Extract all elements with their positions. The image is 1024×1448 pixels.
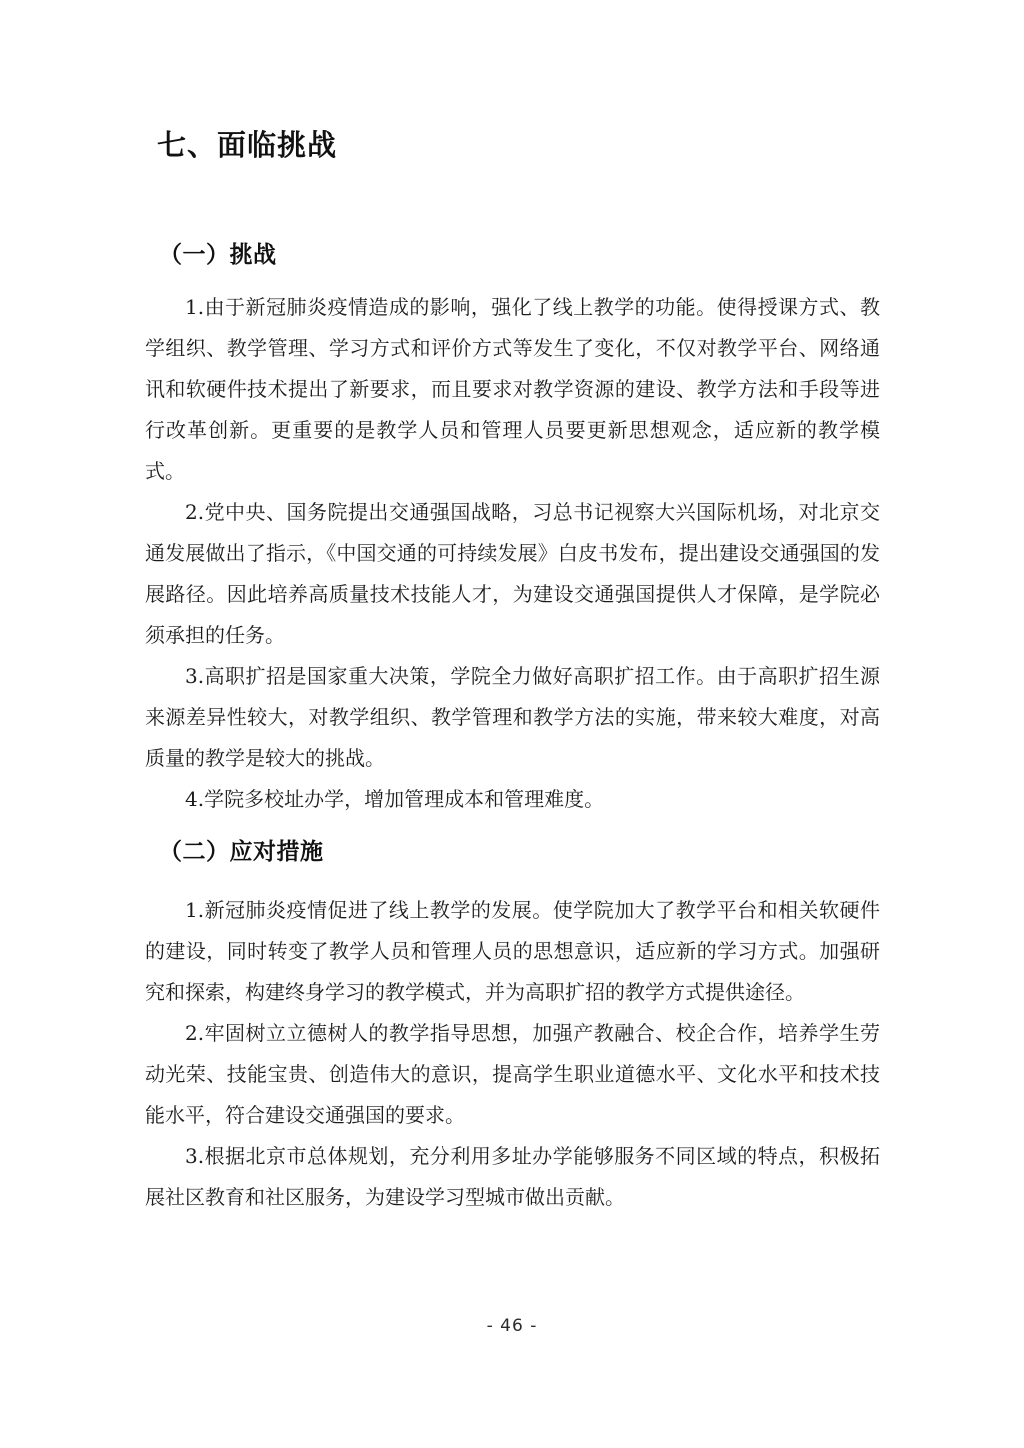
paragraph-measure-2: 2.牢固树立立德树人的教学指导思想，加强产教融合、校企合作，培养学生劳动光荣、技能宝贵、创造伟大的意识，提高学生职业道德水平、文化水平和技术技能水平，符合建设交通强国的要求。 xyxy=(145,1021,880,1127)
paragraph-measure-3: 3.根据北京市总体规划，充分利用多址办学能够服务不同区域的特点，积极拓展社区教育和社区服务，为建设学习型城市做出贡献。 xyxy=(145,1144,880,1209)
section-heading-countermeasures: （二）应对措施 xyxy=(159,838,324,864)
paragraph-challenge-1: 1.由于新冠肺炎疫情造成的影响，强化了线上教学的功能。使得授课方式、教学组织、教学管理、学习方式和评价方式等发生了变化，不仅对教学平台、网络通讯和软硬件技术提出了新要求，而且要求对教学资源的建设、教学方法和手段等进行改革创新。更重要的是教学人员和管理人员要更新思想观念，适应新的教学模式。 xyxy=(145,295,880,483)
page-title: 七、面临挑战 xyxy=(157,130,338,162)
paragraph-challenge-4: 4.学院多校址办学，增加管理成本和管理难度。 xyxy=(185,787,605,811)
section-countermeasures xyxy=(145,840,880,1218)
section-challenges xyxy=(145,243,880,820)
section-heading-challenges: （一）挑战 xyxy=(159,241,277,267)
paragraph-challenge-2: 2.党中央、国务院提出交通强国战略，习总书记视察大兴国际机场，对北京交通发展做出了指示，《中国交通的可持续发展》白皮书发布，提出建设交通强国的发展路径。因此培养高质量技术技能人才，为建设交通强国提供人才保障，是学院必须承担的任务。 xyxy=(145,500,880,647)
paragraph-measure-1: 1.新冠肺炎疫情促进了线上教学的发展。使学院加大了教学平台和相关软硬件的建设，同时转变了教学人员和管理人员的思想意识，适应新的学习方式。加强研究和探索，构建终身学习的教学模式，并为高职扩招的教学方式提供途径。 xyxy=(145,898,880,1004)
page-number: - 46 - xyxy=(486,1316,538,1336)
paragraph-challenge-3: 3.高职扩招是国家重大决策，学院全力做好高职扩招工作。由于高职扩招生源来源差异性较大，对教学组织、教学管理和教学方法的实施，带来较大难度，对高质量的教学是较大的挑战。 xyxy=(145,664,880,770)
